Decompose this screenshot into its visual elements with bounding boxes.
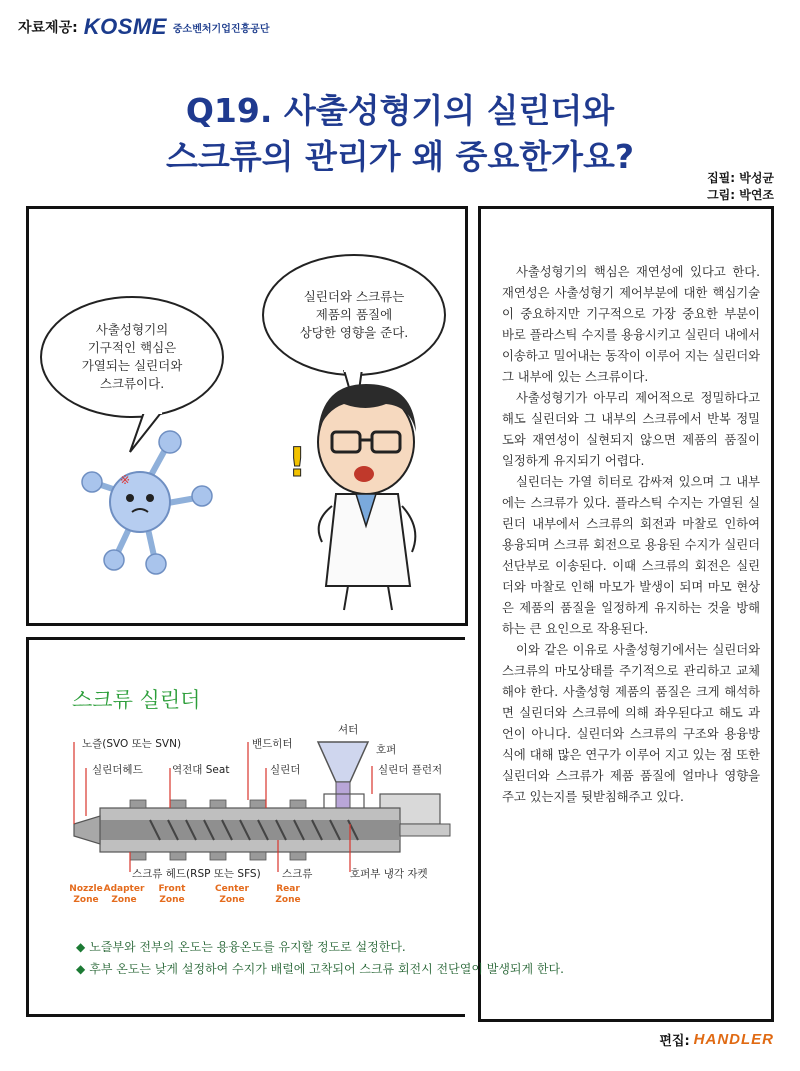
- writer-credit: 집필: 박성균: [707, 171, 774, 185]
- zone-adapter: Adapter Zone: [103, 884, 145, 905]
- illustrator-credit: 그림: 박연조: [707, 188, 774, 202]
- label-screw-head: 스크류 헤드(RSP 또는 SFS): [132, 868, 261, 880]
- bubble-left-line: 스크류이다.: [99, 376, 165, 391]
- label-shutter: 셔터: [338, 724, 359, 736]
- hopper-shape: [318, 742, 368, 782]
- molecule-mascot-icon: [82, 431, 212, 574]
- diamond-bullet-icon: ◆: [76, 962, 86, 976]
- source-label: 자료제공:: [18, 20, 78, 36]
- source-credit: [18, 14, 270, 40]
- handler-logo: HANDLER: [693, 1031, 774, 1048]
- page-title: [0, 88, 800, 180]
- diagram-note: [76, 938, 406, 955]
- editor-label: 편집:: [659, 1034, 690, 1049]
- article-body: [502, 262, 760, 808]
- bubble-right-line: 실린더와 스크류는: [303, 289, 405, 304]
- article-paragraph: 사출성형기의 핵심은 재연성에 있다고 한다. 재연성은 사출성형기 제어부분에 대한 핵심기술이 중요하지만 기구적으로 가장 중요한 부분이 바로 플라스틱 수지를 용융시키고 실린더 내에서 이송하고 밀어내는 동작이 이루어 지는 실린더와 그 내부에 있는 스크류이다.: [502, 265, 760, 384]
- label-hopper-jacket: 호퍼부 냉각 자켓: [350, 868, 428, 880]
- bubble-right-line: 상당한 영향을 준다.: [299, 325, 409, 340]
- diagram-title: 스크류 실린더: [72, 688, 201, 712]
- label-cylinder: 실린더: [270, 764, 301, 776]
- diagram-note: [76, 960, 564, 977]
- diamond-bullet-icon: ◆: [76, 940, 86, 954]
- kosme-logo-subtitle: 중소벤처기업진흥공단: [172, 23, 270, 35]
- label-check-seat: 역전대 Seat: [172, 764, 230, 776]
- scientist-character-icon: [318, 384, 416, 610]
- note-text: 노즐부와 전부의 온도는 용융온도를 유지할 정도로 설정한다.: [89, 940, 406, 954]
- bubble-left-line: 사출성형기의: [95, 322, 169, 337]
- title-line-1: Q19. 사출성형기의 실린더와: [185, 91, 615, 130]
- zone-nozzle: Nozzle Zone: [69, 884, 103, 905]
- article-paragraph: 이와 같은 이유로 사출성형기에서는 실린더와 스크류의 마모상태를 주기적으로 관리하고 교체해야 한다. 사출성형 제품의 품질은 크게 해석하면 실린더와 스크류에 의해 좌우된다고 해도 과언이 아니다. 실린더와 스크류의 구조와 용융방식에 대해 많은 연구가 이루어 지고 있는 점 또한 실린더와 스크류가 제품 품질에 얼마나 영향을 주고 있는지를 뒷받침해주고 있다.: [502, 643, 760, 804]
- svg-text:※: ※: [120, 473, 131, 487]
- kosme-logo: KOSME: [83, 14, 167, 39]
- bubble-left-line: 기구적인 핵심은: [87, 340, 177, 355]
- zone-center: Center Zone: [215, 884, 249, 905]
- article-paragraph: 사출성형기가 아무리 제어적으로 정밀하다고 해도 실린더와 그 내부의 스크류에서 반복 정밀도와 재연성이 실현되지 않으면 제품의 품질이 일정하게 유지되기 어렵다.: [502, 391, 760, 468]
- credits: [707, 170, 774, 204]
- article-paragraph: 실린더는 가열 히터로 감싸져 있으며 그 내부에는 스크류가 있다. 플라스틱 수지는 가열된 실린더 내부에서 스크류의 회전과 마찰로 인하여 용융되며 스크류 회전으로 용융된 수지가 실린더 선단부로 이송된다. 이때 스크류의 회전은 실린더와 마찰로 인해 마모가 발생이 되며 마모 현상은 제품의 품질을 일정하게 유지하는 것을 방해하는 큰 요인으로 작용된다.: [502, 475, 760, 636]
- label-nozzle: 노즐(SVO 또는 SVN): [82, 738, 182, 750]
- zone-rear: Rear Zone: [275, 884, 301, 905]
- exclamation-icon: !: [288, 440, 307, 486]
- label-screw: 스크류: [282, 868, 313, 880]
- label-cylinder-head: 실린더헤드: [92, 764, 143, 776]
- title-line-2: 스크류의 관리가 왜 중요한가요?: [165, 137, 635, 176]
- bubble-left-line: 가열되는 실린더와: [81, 358, 183, 373]
- bubble-right-line: 제품의 품질에: [315, 307, 393, 322]
- comic-illustration: [26, 206, 466, 626]
- label-hopper: 호퍼: [376, 744, 397, 756]
- bubble-left-tail: [130, 412, 160, 452]
- zone-front: Front Zone: [158, 884, 186, 905]
- note-text: 후부 온도는 낮게 설정하여 수지가 배럴에 고착되어 스크류 회전시 전단열이 발생되게 한다.: [89, 962, 564, 976]
- label-cylinder-plunger: 실린더 플런저: [378, 764, 443, 776]
- nozzle-shape: [74, 816, 100, 844]
- editor-credit: [659, 1030, 774, 1049]
- label-band-heater: 밴드히터: [252, 738, 293, 750]
